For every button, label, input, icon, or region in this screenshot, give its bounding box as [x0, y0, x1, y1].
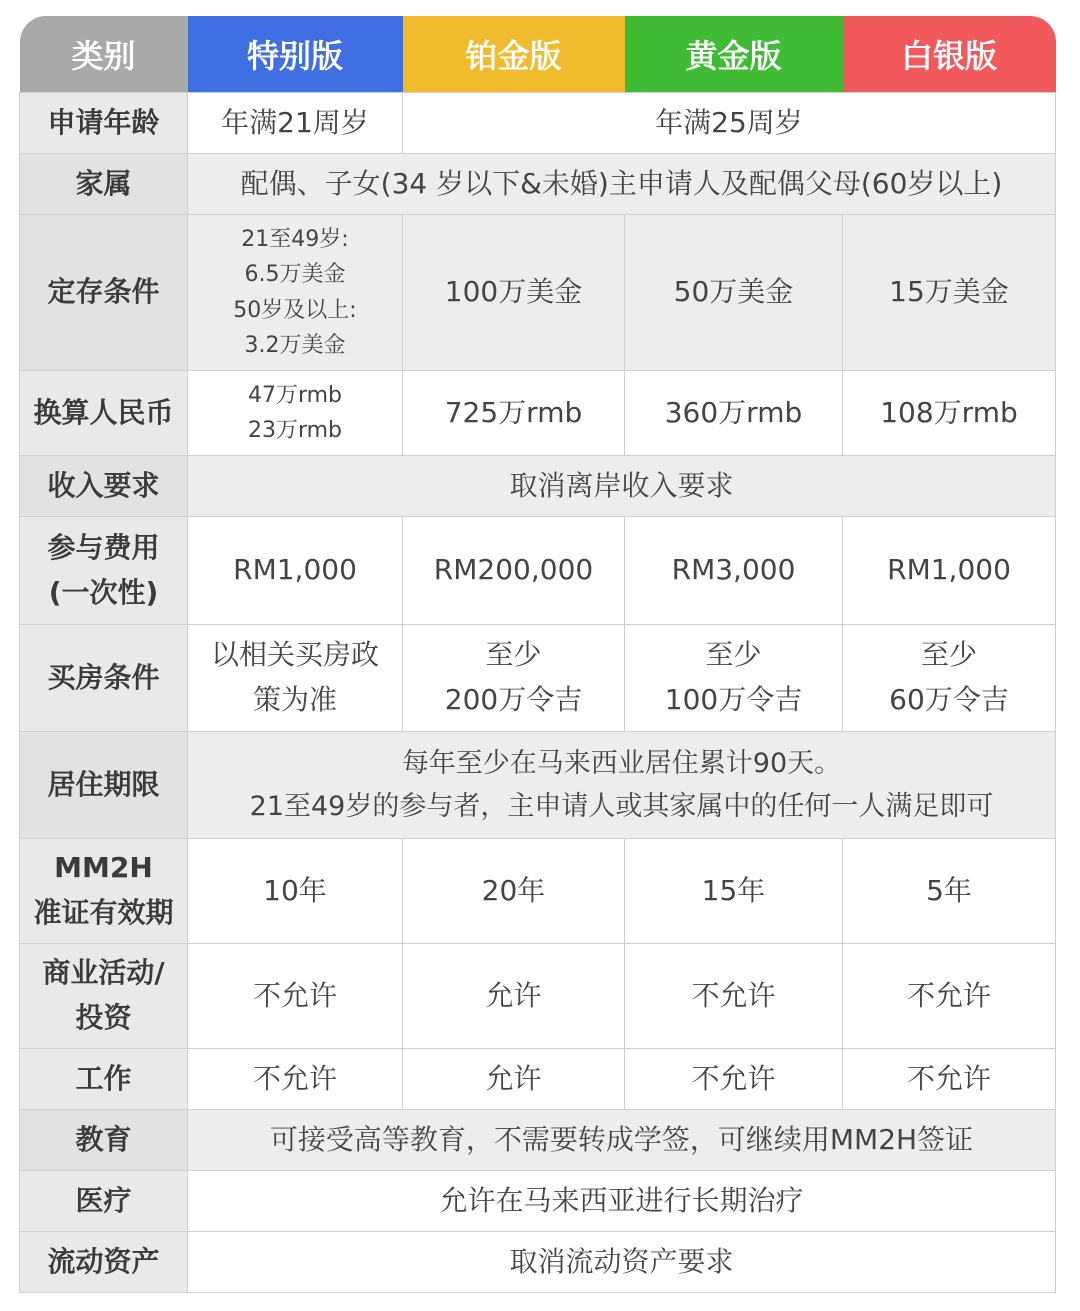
- cell-work-special: 不允许: [188, 1049, 403, 1110]
- cell-work-silver: 不允许: [843, 1049, 1056, 1110]
- deposit-special-line2: 6.5万美金: [244, 262, 346, 288]
- label-work: 工作: [20, 1049, 188, 1110]
- row-deposit: [20, 215, 1056, 371]
- house-gold-line2: 100万令吉: [664, 683, 803, 716]
- residence-line1: 每年至少在马来西业居住累计90天。: [401, 747, 842, 779]
- mm2h-comparison-table-wrapper: [19, 16, 1055, 1293]
- label-permit-validity: [20, 839, 188, 944]
- label-medical: 医疗: [20, 1171, 188, 1232]
- house-special-line2: 策为准: [252, 683, 337, 716]
- cell-deposit-special: [188, 215, 403, 371]
- cell-validity-platinum: 20年: [403, 839, 625, 944]
- cell-house-platinum: [403, 625, 625, 732]
- row-application-age: [20, 93, 1056, 154]
- house-silver-line2: 60万令吉: [889, 683, 1009, 716]
- row-business-investment: [20, 944, 1056, 1049]
- validity-label-line2: 准证有效期: [33, 896, 174, 929]
- cell-education-all: 可接受高等教育，不需要转成学签，可继续用MM2H签证: [188, 1110, 1056, 1171]
- business-label-line1: 商业活动/: [42, 956, 165, 990]
- house-platinum-line2: 200万令吉: [444, 683, 583, 716]
- cell-business-special: 不允许: [188, 944, 403, 1049]
- cell-fee-gold: RM3,000: [625, 517, 843, 625]
- fee-label-line2: (一次性): [48, 575, 159, 609]
- residence-line2: 21至49岁的参与者，主申请人或其家属中的任何一人满足即可: [249, 791, 994, 822]
- cell-work-platinum: 允许: [403, 1049, 625, 1110]
- cell-validity-special: 10年: [188, 839, 403, 944]
- house-platinum-line1: 至少: [485, 638, 542, 672]
- row-family: [20, 154, 1056, 215]
- cell-work-gold: 不允许: [625, 1049, 843, 1110]
- row-permit-validity: [20, 839, 1056, 944]
- deposit-special-line3: 50岁及以上:: [233, 297, 357, 323]
- cell-age-special: 年满21周岁: [188, 93, 403, 154]
- fee-label-line1: 参与费用: [47, 530, 160, 564]
- cell-house-gold: [625, 625, 843, 732]
- header-category: 类别: [20, 16, 188, 93]
- cell-rmb-gold: 360万rmb: [625, 371, 843, 456]
- header-silver-edition: 白银版: [843, 16, 1056, 93]
- cell-deposit-gold: 50万美金: [625, 215, 843, 371]
- cell-deposit-platinum: 100万美金: [403, 215, 625, 371]
- header-gold-edition: 黄金版: [625, 16, 843, 93]
- deposit-special-line4: 3.2万美金: [244, 332, 346, 358]
- row-house-purchase: [20, 625, 1056, 732]
- label-liquid-assets: 流动资产: [20, 1232, 188, 1293]
- label-application-age: 申请年龄: [20, 93, 188, 154]
- label-income-requirement: 收入要求: [20, 456, 188, 517]
- label-participation-fee: [20, 517, 188, 625]
- header-platinum-edition: 铂金版: [403, 16, 625, 93]
- cell-rmb-special: [188, 371, 403, 456]
- house-gold-line1: 至少: [705, 638, 762, 672]
- house-silver-line1: 至少: [920, 638, 977, 672]
- label-residence-period: 居住期限: [20, 732, 188, 839]
- cell-validity-silver: 5年: [843, 839, 1056, 944]
- cell-house-silver: [843, 625, 1056, 732]
- cell-house-special: [188, 625, 403, 732]
- cell-income-all: 取消离岸收入要求: [188, 456, 1056, 517]
- cell-liquid-all: 取消流动资产要求: [188, 1232, 1056, 1293]
- row-income-requirement: [20, 456, 1056, 517]
- label-deposit: 定存条件: [20, 215, 188, 371]
- label-business-investment: [20, 944, 188, 1049]
- cell-business-platinum: 允许: [403, 944, 625, 1049]
- label-education: 教育: [20, 1110, 188, 1171]
- cell-medical-all: 允许在马来西亚进行长期治疗: [188, 1171, 1056, 1232]
- cell-fee-platinum: RM200,000: [403, 517, 625, 625]
- cell-fee-special: RM1,000: [188, 517, 403, 625]
- cell-deposit-silver: 15万美金: [843, 215, 1056, 371]
- cell-residence-all: [188, 732, 1056, 839]
- cell-rmb-silver: 108万rmb: [843, 371, 1056, 456]
- label-rmb-conversion: 换算人民币: [20, 371, 188, 456]
- rmb-special-line1: 47万rmb: [247, 382, 343, 408]
- row-medical: [20, 1171, 1056, 1232]
- house-special-line1: 以相关买房政: [210, 638, 379, 672]
- label-family: 家属: [20, 154, 188, 215]
- cell-business-silver: 不允许: [843, 944, 1056, 1049]
- deposit-special-line1: 21至49岁:: [241, 227, 349, 253]
- business-label-line2: 投资: [75, 1001, 132, 1034]
- row-liquid-assets: [20, 1232, 1056, 1293]
- row-participation-fee: [20, 517, 1056, 625]
- validity-label-line1: MM2H: [54, 851, 153, 885]
- row-education: [20, 1110, 1056, 1171]
- cell-fee-silver: RM1,000: [843, 517, 1056, 625]
- row-rmb-conversion: [20, 371, 1056, 456]
- header-special-edition: 特别版: [188, 16, 403, 93]
- mm2h-comparison-table: [19, 16, 1056, 1293]
- header-row: [20, 16, 1056, 93]
- label-house-purchase: 买房条件: [20, 625, 188, 732]
- rmb-special-line2: 23万rmb: [247, 418, 343, 443]
- cell-rmb-platinum: 725万rmb: [403, 371, 625, 456]
- row-residence-period: [20, 732, 1056, 839]
- cell-family-all: 配偶、子女(34 岁以下&未婚)主申请人及配偶父母(60岁以上): [188, 154, 1056, 215]
- cell-business-gold: 不允许: [625, 944, 843, 1049]
- row-work: [20, 1049, 1056, 1110]
- cell-validity-gold: 15年: [625, 839, 843, 944]
- cell-age-others: 年满25周岁: [403, 93, 1056, 154]
